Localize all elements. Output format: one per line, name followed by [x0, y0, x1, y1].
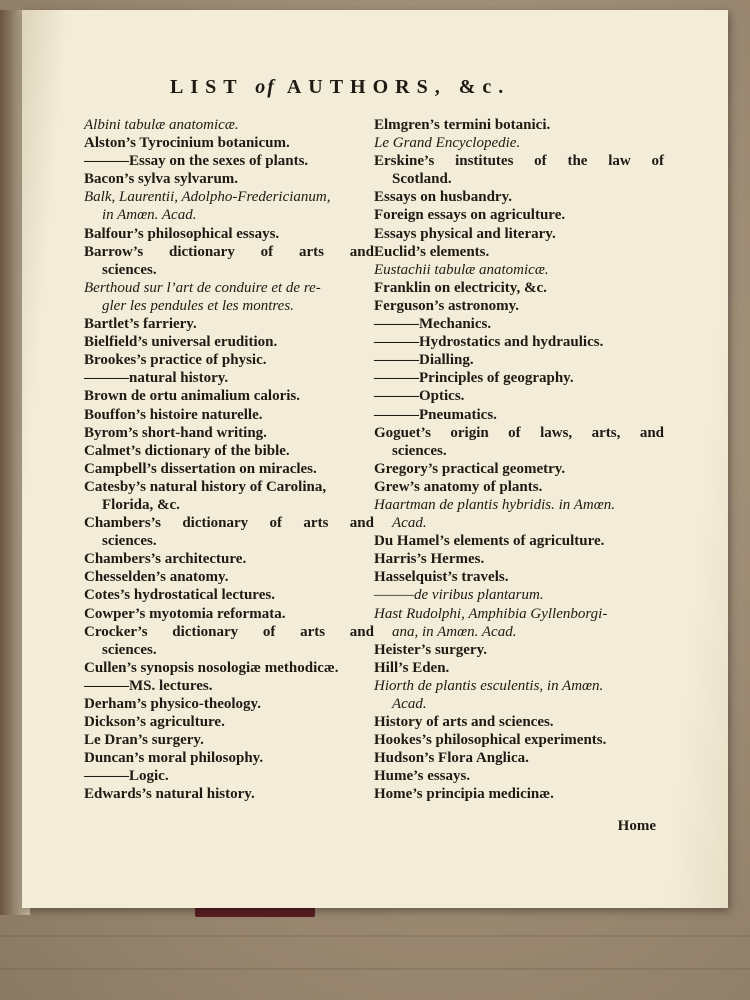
author-entry: Alston’s Tyrocinium botanicum.	[84, 135, 290, 152]
author-entry: Hume’s essays.	[374, 768, 471, 785]
left-column	[84, 116, 374, 804]
author-entry: Derham’s physico-theology.	[84, 696, 261, 712]
author-entry: ———Hydrostatics and hydraulics.	[374, 334, 604, 351]
author-entry: ———Dialling.	[374, 352, 474, 369]
author-entry: History of arts and sciences.	[374, 714, 554, 731]
author-entry: ———Pneumatics.	[374, 406, 497, 423]
author-entry: Bouffon’s histoire naturelle.	[84, 406, 263, 423]
author-entry: Gregory’s practical geometry.	[374, 460, 566, 477]
author-entry: sciences.	[102, 261, 157, 278]
author-entry: ana, in Amœn. Acad.	[392, 623, 517, 640]
author-entry: Albini tabulæ anatomicæ.	[84, 117, 239, 133]
author-entry: Byrom’s short-hand writing.	[84, 424, 267, 441]
author-entry: Bacon’s sylva sylvarum.	[84, 171, 239, 188]
author-entry: Dickson’s agriculture.	[84, 714, 225, 731]
author-entry: Hudson’s Flora Anglica.	[374, 750, 529, 767]
author-entry: Hiorth de plantis esculentis, in Amœn.	[374, 677, 604, 694]
author-entry: Berthoud sur l’art de conduire et de re-	[84, 279, 321, 296]
author-entry: Chambers’s architecture.	[84, 551, 247, 568]
author-entry: ———MS. lectures.	[84, 677, 213, 694]
author-entry: Crocker’s dictionary of arts and	[84, 623, 374, 640]
author-entry: ———Mechanics.	[374, 316, 492, 333]
author-entry: Goguet’s origin of laws, arts, and	[374, 424, 664, 441]
author-entry: Calmet’s dictionary of the bible.	[84, 442, 290, 459]
author-entry: gler les pendules et les montres.	[102, 297, 294, 314]
author-entry: Le Grand Encyclopedie.	[374, 135, 521, 152]
author-entry: ———natural history.	[84, 370, 229, 387]
author-entry: Florida, &c.	[102, 496, 180, 513]
author-entry: Brookes’s practice of physic.	[84, 352, 267, 369]
author-entry: Brown de ortu animalium caloris.	[84, 388, 300, 405]
author-entry: Grew’s anatomy of plants.	[374, 478, 543, 495]
author-entry: Du Hamel’s elements of agriculture.	[374, 533, 605, 550]
book-page	[22, 10, 728, 908]
author-entry: Elmgren’s termini botanici.	[374, 117, 551, 133]
author-entry: Acad.	[392, 515, 427, 532]
author-entry: Erskine’s institutes of the law of	[374, 153, 664, 170]
author-entry: Haartman de plantis hybridis. in Amœn.	[374, 496, 615, 513]
author-entry: ———Logic.	[84, 768, 169, 785]
author-entry: Campbell’s dissertation on miracles.	[84, 460, 317, 477]
author-entry: Chambers’s dictionary of arts and	[84, 515, 374, 532]
author-entry: ———Essay on the sexes of plants.	[84, 153, 309, 170]
title-rest: AUTHORS, &c.	[286, 76, 511, 98]
author-entry: Essays physical and literary.	[374, 225, 556, 242]
author-entry: Le Dran’s surgery.	[84, 732, 204, 749]
author-entry: Essays on husbandry.	[374, 189, 512, 206]
author-entry: sciences.	[392, 442, 447, 459]
right-column	[374, 116, 664, 804]
author-entry: Balk, Laurentii, Adolpho-Fredericianum,	[84, 189, 331, 206]
author-entry: Euclid’s elements.	[374, 243, 490, 260]
author-entry: Hast Rudolphi, Amphibia Gyllenborgi-	[374, 605, 608, 622]
author-entry: Cotes’s hydrostatical lectures.	[84, 587, 275, 604]
author-entry: Edwards’s natural history.	[84, 786, 255, 803]
author-entry: Barrow’s dictionary of arts and	[84, 243, 374, 260]
author-entry: ———de viribus plantarum.	[374, 587, 544, 604]
catchword: Home	[617, 818, 656, 834]
author-entry: sciences.	[102, 641, 157, 658]
author-entry: ———Optics.	[374, 388, 465, 405]
author-entry: Duncan’s moral philosophy.	[84, 750, 264, 767]
author-entry: ———Principles of geography.	[374, 370, 574, 387]
author-entry: sciences.	[102, 533, 157, 550]
author-entry: Scotland.	[392, 171, 452, 188]
author-entry: Ferguson’s astronomy.	[374, 297, 520, 314]
author-entry: Cowper’s myotomia reformata.	[84, 605, 286, 622]
author-entry: Home’s principia medicinæ.	[374, 786, 554, 803]
author-entry: Bielfield’s universal erudition.	[84, 334, 278, 351]
author-entry: Chesselden’s anatomy.	[84, 569, 229, 586]
author-entry: Eustachii tabulæ anatomicæ.	[374, 261, 549, 278]
author-entry: Bartlet’s farriery.	[84, 316, 197, 333]
author-entry: Franklin on electricity, &c.	[374, 279, 547, 296]
table-grain	[0, 968, 750, 970]
author-entry: Balfour’s philosophical essays.	[84, 225, 280, 242]
author-entry: Harris’s Hermes.	[374, 551, 485, 568]
author-entry: Heister’s surgery.	[374, 641, 488, 658]
title-main: LIST	[170, 76, 244, 98]
author-entry: Hill’s Eden.	[374, 659, 450, 676]
author-entry: Catesby’s natural history of Carolina,	[84, 478, 327, 495]
page-title	[170, 76, 600, 99]
table-grain	[0, 935, 750, 937]
author-entry: Cullen’s synopsis nosologiæ methodicæ.	[84, 659, 339, 676]
title-of: of	[255, 76, 276, 98]
author-entry: Acad.	[392, 696, 427, 712]
author-entry: Foreign essays on agriculture.	[374, 207, 566, 224]
author-entry: Hasselquist’s travels.	[374, 569, 509, 586]
author-entry: in Amœn. Acad.	[102, 207, 197, 224]
author-entry: Hookes’s philosophical experiments.	[374, 732, 607, 749]
